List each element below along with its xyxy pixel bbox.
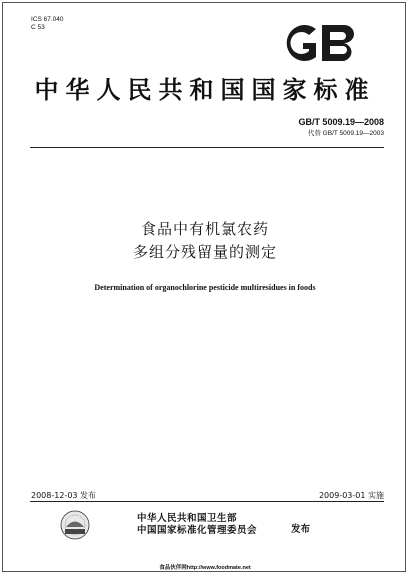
bottom-divider [30,501,384,502]
gb-logo [282,20,360,66]
ics-code: ICS 67.040 [31,16,64,23]
issue-date: 2008-12-03 发布 [31,491,97,500]
gb-logo-graphic [282,20,360,66]
publish-label: 发布 [291,524,311,535]
replaces-note: 代替 GB/T 5009.19—2003 [307,130,384,137]
standard-type-title: 中华人民共和国国家标准 [34,76,376,104]
title-zh-line2: 多组分残留量的测定 [132,243,277,261]
document-title-en: Determination of organochlorine pesticide multiresidues in foods [94,283,316,292]
classification-codes [31,16,64,32]
top-divider [30,147,384,148]
issuer-sac: 中国国家标准化管理委员会 [137,525,258,536]
standard-number-block [298,117,384,137]
gb-logo-g-shape [287,25,316,61]
document-title-zh [0,218,410,264]
standard-number: GB/T 5009.19—2008 [298,117,384,127]
seal-icon [60,510,90,540]
title-zh-line1: 食品中有机氯农药 [140,220,269,238]
issuer-ministry-of-health: 中华人民共和国卫生部 [137,513,238,524]
implement-date: 2009-03-01 实施 [318,491,384,500]
footer-watermark: 食品伙伴网http://www.foodmate.net [159,565,251,571]
issuing-organizations [137,513,257,537]
ccs-code: C 53 [31,24,45,31]
gb-logo-b-shape [322,25,354,61]
anti-counterfeit-seal [60,510,90,540]
